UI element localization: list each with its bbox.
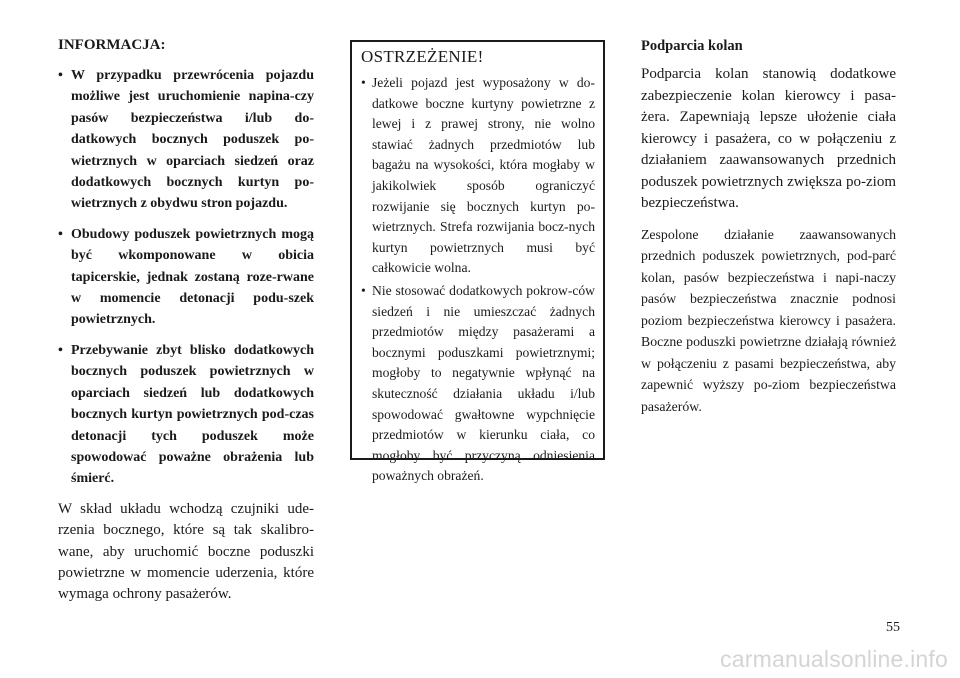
left-column	[58, 36, 314, 606]
bullet-text: W przypadku przewrócenia pojazdu możliwe jest uruchomienie napina-czy pasów bezpieczeństwa i/lub do-datkowych bocznych poduszek po-wietrznych w oparciach siedzeń oraz dodatkowych bocznych kurtyn po-wietrznych z obydwu stron pojazdu.	[71, 68, 314, 212]
bullet-text: Przebywanie zbyt blisko dodatkowych bocznych poduszek powietrznych w oparciach siedzeń lub dodatkowych bocznych kurtyn powietrznych pod-czas detonacji tych poduszek może spowodować poważne obrażenia lub śmierć.	[71, 342, 314, 487]
page-number: 55	[886, 620, 900, 635]
list-item	[58, 340, 314, 490]
bullet-text: Nie stosować dodatkowych pokrow-ców siedzeń i nie umieszczać żadnych przedmiotów między pasażerami a bocznymi poduszkami powietrznymi; mogłoby to negatywnie wpłynąć na skuteczność działania układu i/lub spowodować gwałtowne wypchnięcie przedmiotów w kierunku ciała, co mogłoby być przyczyną odniesienia poważnych obrażeń.	[372, 282, 595, 484]
list-item	[58, 224, 314, 331]
warning-title: OSTRZEŻENIE!	[361, 47, 484, 66]
list-item	[361, 281, 595, 487]
info-heading: INFORMACJA:	[58, 37, 166, 53]
bullet-text: Obudowy poduszek powietrznych mogą być wkomponowane w obicia tapicerskie, jednak zostaną roze-rwane w momencie detonacji podu-szek powietrznych.	[71, 226, 314, 328]
knee-bolster-paragraph: Podparcia kolan stanowią dodatkowe zabezpieczenie kolan kierowcy i pasa-żera. Zapewniają lepsze ułożenie ciała kierowcy i pasażera, co w połączeniu z działaniem zaawansowanych przednich poduszek powietrznych zwiększa po-ziom bezpieczeństwa.	[641, 66, 896, 211]
watermark: carmanualsonline.info	[720, 646, 948, 672]
bullet-icon: •	[58, 226, 63, 242]
list-item	[58, 65, 314, 215]
list-item	[361, 73, 595, 279]
bullet-text: Jeżeli pojazd jest wyposażony w do-datkowe boczne kurtyny powietrzne z lewej i z prawej strony, nie wolno stawiać żadnych przedmiotów lub bagażu na wysokości, która mogłaby w jakikolwiek sposób ograniczyć rozwijanie się bocznych kurtyn po-wietrznych. Strefa rozwijania bocz-nych kurtyn powietrznych musi być całkowicie wolna.	[372, 75, 595, 276]
bullet-icon: •	[58, 68, 63, 83]
warning-bullet-list	[361, 73, 595, 487]
section-heading: Podparcia kolan	[641, 38, 743, 54]
combined-action-paragraph: Zespolone działanie zaawansowanych przednich poduszek powietrznych, pod-parć kolan, pasów bezpieczeństwa i napi-naczy pasów bezpieczeństwa znacznie podnosi poziom bezpieczeństwa kierowcy i pasażera. Boczne poduszki powietrzne działają również w połączeniu z pasami bezpieczeństwa, aby zapewnić wyższy po-ziom bezpieczeństwa pasażerów.	[641, 226, 896, 414]
bullet-icon: •	[361, 75, 366, 90]
info-bullet-list	[58, 65, 314, 490]
bullet-icon: •	[58, 342, 63, 358]
side-sensors-paragraph: W skład układu wchodzą czujniki ude-rzenia bocznego, które są tak skalibro-wane, aby uruchomić boczne poduszki powietrzne w momencie uderzenia, które wymaga ochrony pasażerów.	[58, 500, 314, 603]
bullet-icon: •	[361, 282, 366, 298]
middle-column	[350, 40, 605, 484]
warning-box	[350, 40, 605, 484]
right-column	[641, 36, 896, 417]
